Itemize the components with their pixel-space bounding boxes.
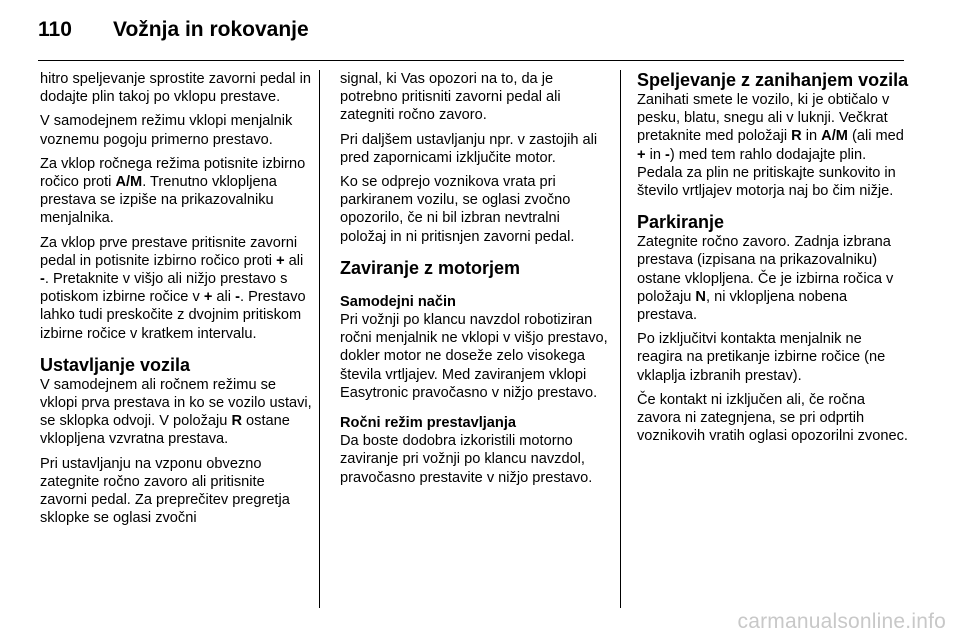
paragraph: Zanihati smete le vozilo, ki je obtičalo v pesku, blatu, snegu ali v luknji. Večkrat pretaknite med položaji R in A/M (ali med + in -) med tem rahlo dodajajte plin. Pedala za plin ne pritiskajte sunkovito in število vrtljajev motorja naj bo čim nižje.: [637, 92, 904, 200]
symbol-plus: +: [637, 146, 646, 163]
paragraph: signal, ki Vas opozori na to, da je potrebno pritisniti zavorni pedal ali zategniti ročno zavoro.: [340, 71, 561, 124]
section-heading: Speljevanje z zanihanjem vozila: [637, 70, 909, 90]
symbol-r: R: [231, 413, 242, 430]
symbol-am: A/M: [821, 128, 848, 145]
section-heading: Parkiranje: [637, 212, 725, 233]
header-rule: [38, 60, 904, 61]
column-divider-1: [319, 70, 320, 608]
symbol-plus: +: [276, 252, 285, 269]
paragraph: Za vklop prve prestave pritisnite zavorni pedal in potisnite izbirno ročico proti + ali -. Pretaknite v višjo ali nižjo prestavo s potiskom izbirne ročice v + ali -. Prestavo lahko tudi preskočite z dvojnim pritiskom izbirne ročice v kratkem intervalu.: [40, 234, 306, 342]
paragraph: Pri daljšem ustavljanju npr. v zastojih ali pred zapornicami izključite motor.: [340, 131, 598, 166]
section-heading: Zaviranje z motorjem: [340, 257, 521, 278]
watermark: carmanualsonline.info: [737, 610, 946, 633]
paragraph: V samodejnem ali ročnem režimu se vklopi prva prestava in ko se vozilo ustavi, se sklopka odvoji. V položaju R ostane vklopljena vzvratna prestava.: [40, 376, 312, 448]
paragraph: Da boste dodobra izkoristili motorno zaviranje pri vožnji po klancu navzdol, pravočasno prestavite v nižjo prestavo.: [340, 433, 593, 486]
paragraph: Po izključitvi kontakta menjalnik ne reagira na pretikanje izbirne ročice (ne vklaplja izbranih prestav).: [637, 331, 886, 384]
paragraph: Ko se odprejo voznikova vrata pri parkiranem vozilu, se oglasi zvočno opozorilo, če ni bil izbran nevtralni položaj in ni pritisnjen zavorni pedal.: [340, 174, 575, 245]
paragraph: Če kontakt ni izključen ali, če ročna zavora ni zategnjena, se pri odprtih voznikovih vratih oglasi opozorilni zvonec.: [637, 391, 908, 445]
subsection-heading: Samodejni način: [340, 293, 456, 310]
section-heading: Ustavljanje vozila: [40, 354, 191, 375]
paragraph: Zategnite ročno zavoro. Zadnja izbrana prestava (izpisana na prikazovalniku) ostane vklopljena. Če je izbirna ročica v položaju N, ni vklopljena nobena prestava.: [637, 234, 894, 324]
symbol-minus: -: [665, 146, 670, 163]
column-1: [40, 70, 312, 533]
paragraph: Pri ustavljanju na vzponu obvezno zategnite ročno zavoro ali pritisnite zavorni pedal. Za preprečitev pregretja sklopke se oglasi zvočni: [40, 455, 290, 527]
paragraph: Pri vožnji po klancu navzdol robotiziran ročni menjalnik ne vklopi v višjo prestavo, dokler motor ne doseže zelo visokega števila vrtljajev. Med zaviranjem vklopi Easytronic pravočasno v nižjo prestavo.: [340, 312, 608, 401]
symbol-n: N: [695, 288, 706, 305]
page-title: Vožnja in rokovanje: [113, 18, 309, 41]
column-divider-2: [620, 70, 621, 608]
page-number: 110: [38, 18, 72, 41]
paragraph: V samodejnem režimu vklopi menjalnik voznemu pogoju primerno prestavo.: [40, 113, 293, 148]
subsection-heading: Ročni režim prestavljanja: [340, 415, 517, 432]
symbol-minus: -: [235, 289, 240, 306]
paragraph: Za vklop ročnega režima potisnite izbirno ročico proti A/M. Trenutno vklopljena prestava se izpiše na prikazovalniku menjalnika.: [40, 155, 306, 227]
page-header: [38, 18, 309, 48]
symbol-plus: +: [203, 289, 213, 306]
symbol-am: A/M: [115, 174, 143, 191]
symbol-r: R: [791, 128, 802, 145]
column-2: [340, 70, 608, 493]
symbol-minus: -: [40, 271, 45, 288]
column-3: [637, 70, 909, 451]
paragraph: hitro speljevanje sprostite zavorni pedal in dodajte plin takoj po vklopu prestave.: [40, 71, 311, 106]
